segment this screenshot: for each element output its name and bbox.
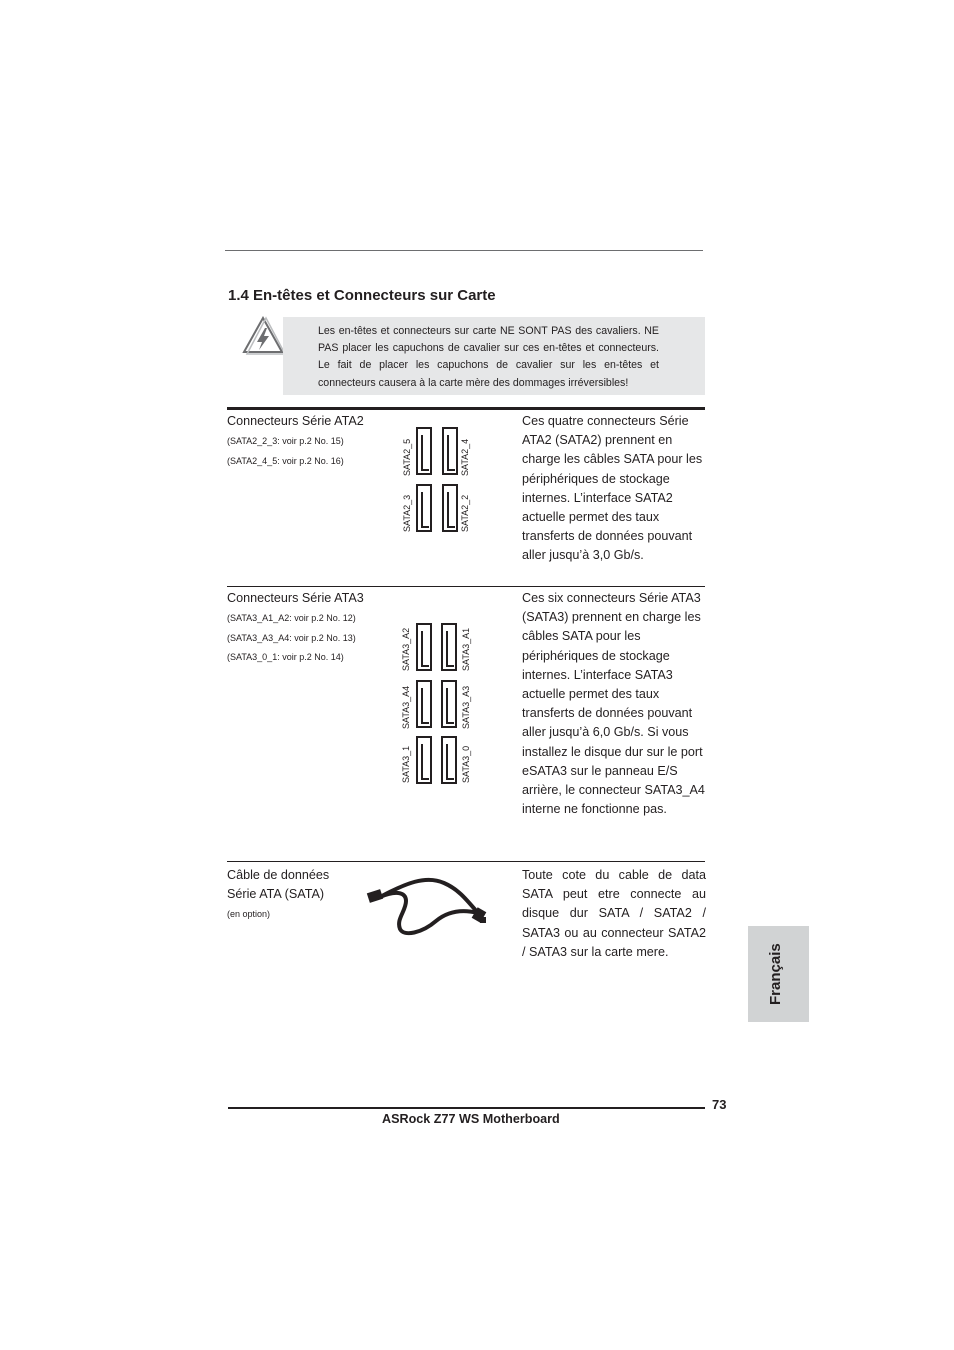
port-label-sata3-a4: SATA3_A4 [401, 685, 411, 729]
language-tab-label: Français [767, 943, 784, 1005]
section-divider-cable [227, 861, 705, 862]
sata3-ref-3: (SATA3_0_1: voir p.2 No. 14) [227, 652, 344, 662]
sata3-a4-port [416, 680, 432, 728]
section-divider-sata3 [227, 586, 705, 587]
sata3-a3-port [441, 680, 457, 728]
sata2-4-port [442, 427, 458, 475]
port-label-sata3-0: SATA3_0 [461, 745, 471, 783]
sata2-ref-1: (SATA2_2_3: voir p.2 No. 15) [227, 436, 344, 446]
language-tab [748, 926, 809, 1022]
port-label-sata2-3: SATA2_3 [402, 494, 412, 532]
sata2-3-port [416, 484, 432, 532]
port-label-sata3-a2: SATA3_A2 [401, 627, 411, 671]
sata2-label: Connecteurs Série ATA2 [227, 414, 364, 428]
cable-label-line1: Câble de données [227, 868, 330, 882]
sata3-0-port [441, 736, 457, 784]
sata2-ref-2: (SATA2_4_5: voir p.2 No. 16) [227, 456, 344, 466]
page-number: 73 [712, 1097, 727, 1112]
sata3-label: Connecteurs Série ATA3 [227, 591, 364, 605]
sata-cable-icon [366, 875, 492, 939]
port-label-sata3-a1: SATA3_A1 [461, 627, 471, 671]
sata3-ref-2: (SATA3_A3_A4: voir p.2 No. 13) [227, 633, 356, 643]
cable-description: Toute cote du cable de data SATA peut etre connecte au disque dur SATA / SATA2 / SATA3 ou au connecteur SATA2 / SATA3 sur la carte mere. [522, 868, 706, 959]
sata2-5-port [416, 427, 432, 475]
warning-lightning-icon [241, 316, 285, 356]
header-divider [225, 250, 703, 251]
port-label-sata3-a3: SATA3_A3 [461, 685, 471, 729]
sata2-description: Ces quatre connecteurs Série ATA2 (SATA2) prennent en charge les câbles SATA pour les périphériques de stockage internes. L’interface SATA2 actuelle permet des taux transferts de données pouvant aller jusqu’à 3,0 Gb/s. [522, 414, 703, 563]
warning-text: Les en-têtes et connecteurs sur carte NE SONT PAS des cavaliers. NE PAS placer les capuchons de cavalier sur ces en-têtes et connecteurs. Le fait de placer les capuchons de cavalier sur les en-têtes et connecteurs causera à la carte mère des dommages irréversibles! [318, 325, 659, 389]
footer-divider [228, 1107, 705, 1109]
sata3-a2-port [416, 623, 432, 671]
port-label-sata2-5: SATA2_5 [402, 438, 412, 476]
sata2-2-port [442, 484, 458, 532]
cable-sub: (en option) [227, 909, 271, 919]
section-divider-sata2 [227, 407, 705, 410]
port-label-sata2-4: SATA2_4 [460, 438, 470, 476]
cable-label-line2: Série ATA (SATA) [227, 887, 325, 901]
section-title: 1.4 En-têtes et Connecteurs sur Carte [228, 287, 496, 304]
footer-product: ASRock Z77 WS Motherboard [382, 1112, 560, 1126]
port-label-sata3-1: SATA3_1 [401, 745, 411, 783]
port-label-sata2-2: SATA2_2 [460, 494, 470, 532]
warning-box [283, 317, 705, 395]
sata3-ref-1: (SATA3_A1_A2: voir p.2 No. 12) [227, 613, 356, 623]
sata3-a1-port [441, 623, 457, 671]
sata3-description: Ces six connecteurs Série ATA3 (SATA3) prennent en charge les câbles SATA pour les périphériques de stockage internes. L’interface SATA3 actuelle permet des taux transferts de données pouvant aller jusqu’à 6,0 Gb/s. Si vous installez le disque dur sur le port eSATA3 sur le panneau E/S arrière, le connecteur SATA3_A4 interne ne fonctionne pas. [522, 591, 705, 817]
sata3-1-port [416, 736, 432, 784]
